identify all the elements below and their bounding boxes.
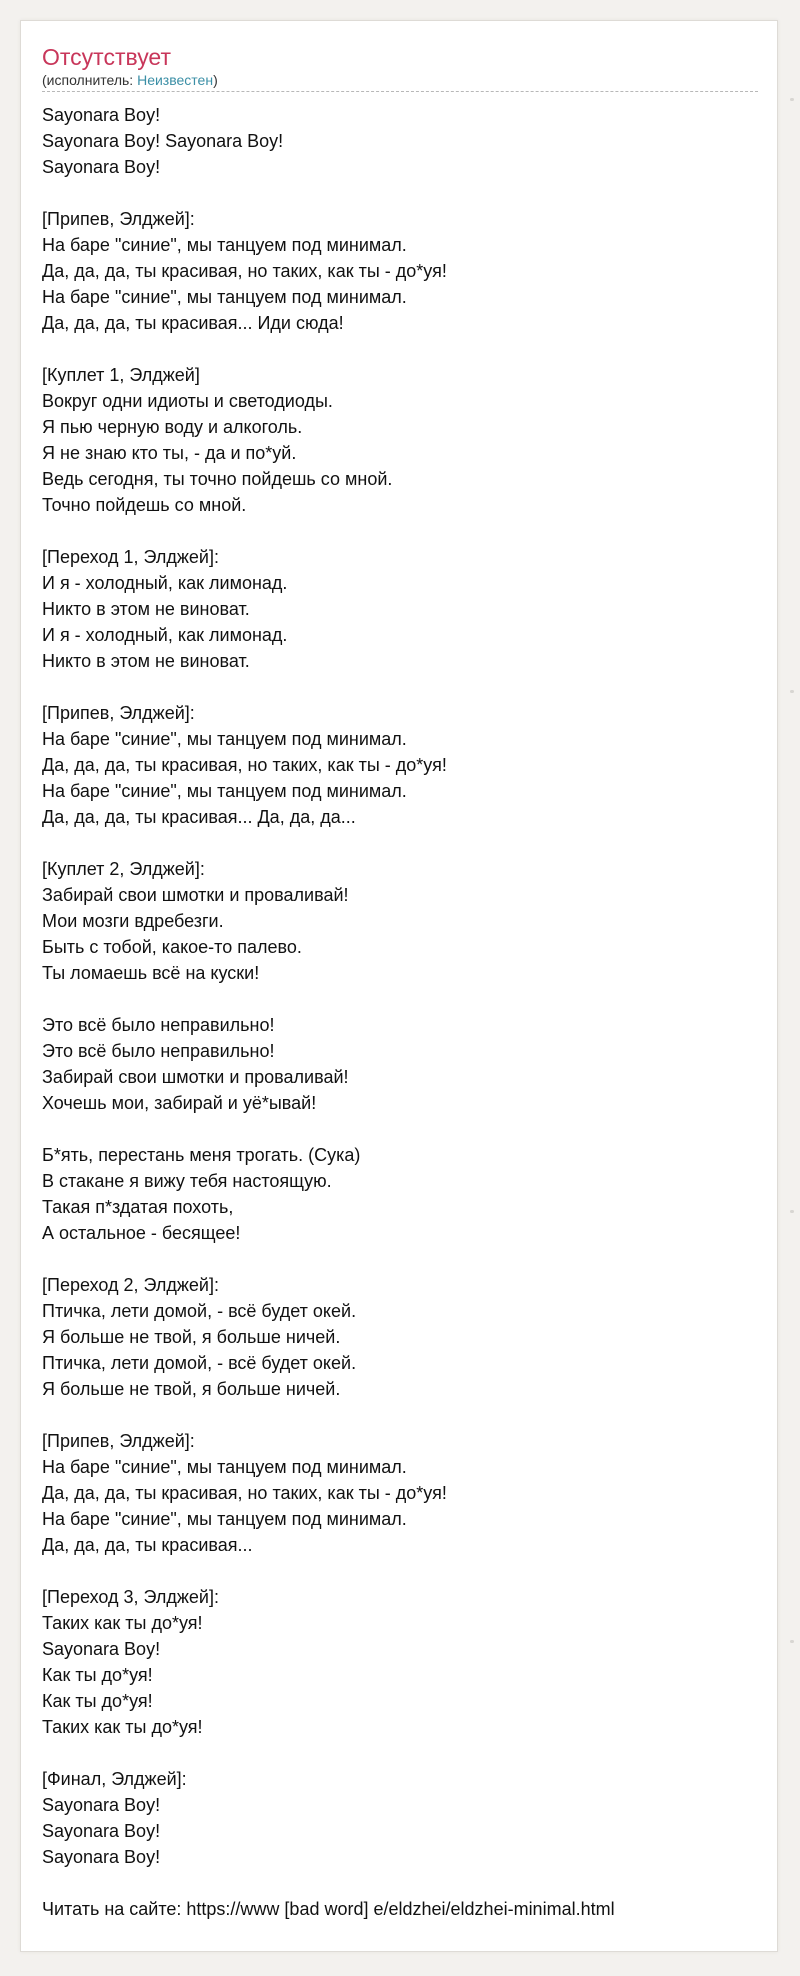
artist-link[interactable]: Неизвестен bbox=[137, 72, 214, 88]
background-speck bbox=[790, 1210, 794, 1213]
lyrics-text: Sayonara Boy! Sayonara Boy! Sayonara Boy! Sayonara Boy! [Припев, Элджей]: На баре "синие", мы танцуем под минимал. Да, да, да, ты красивая, но таких, как ты - до*уя! На баре "синие", мы танцуем под минимал. Да, да, да, ты красивая... Иди сюда! [Куплет 1, Элджей] Вокруг одни идиоты и светодиоды. Я пью черную воду и алкоголь. Я не знаю кто ты, - да и по*уй. Ведь сегодня, ты точно пойдешь со мной. Точно пойдешь со мной. [Переход 1, Элджей]: И я - холодный, как лимонад. Никто в этом не виноват. И я - холодный, как лимонад. Никто в этом не виноват. [Припев, Элджей]: На баре "синие", мы танцуем под минимал. Да, да, да, ты красивая, но таких, как ты - до*уя! На баре "синие", мы танцуем под минимал. Да, да, да, ты красивая... Да, да, да... [Куплет 2, Элджей]: Забирай свои шмотки и проваливай! Мои мозги вдребезги. Быть с тобой, какое-то палево. Ты ломаешь всё на куски! Это всё было неправильно! Это всё было неправильно! Забирай свои шмотки и проваливай! Хочешь мои, забирай и уё*ывай! Б*ять, перестань меня трогать. (Сука) В стакане я вижу тебя настоящую. Такая п*здатая похоть, А остальное - бесящее! [Переход 2, Элджей]: Птичка, лети домой, - всё будет окей. Я больше не твой, я больше ничей. Птичка, лети домой, - всё будет окей. Я больше не твой, я больше ничей. [Припев, Элджей]: На баре "синие", мы танцуем под минимал. Да, да, да, ты красивая, но таких, как ты - до*уя! На баре "синие", мы танцуем под минимал. Да, да, да, ты красивая... [Переход 3, Элджей]: Таких как ты до*уя! Sayonara Boy! Как ты до*уя! Как ты до*уя! Таких как ты до*уя! [Финал, Элджей]: Sayonara Boy! Sayonara Boy! Sayonara Boy! bbox=[42, 105, 447, 1867]
song-title: Отсутствует bbox=[42, 44, 171, 70]
background-speck bbox=[790, 690, 794, 693]
artist-suffix: ) bbox=[213, 72, 218, 88]
lyrics-card bbox=[20, 20, 778, 1952]
background-speck bbox=[790, 98, 794, 101]
artist-line bbox=[42, 71, 758, 92]
source-line: Читать на сайте: https://www [bad word] e/eldzhei/eldzhei-minimal.html bbox=[42, 1899, 615, 1919]
artist-prefix: (исполнитель: bbox=[42, 72, 138, 88]
background-speck bbox=[790, 1640, 794, 1643]
